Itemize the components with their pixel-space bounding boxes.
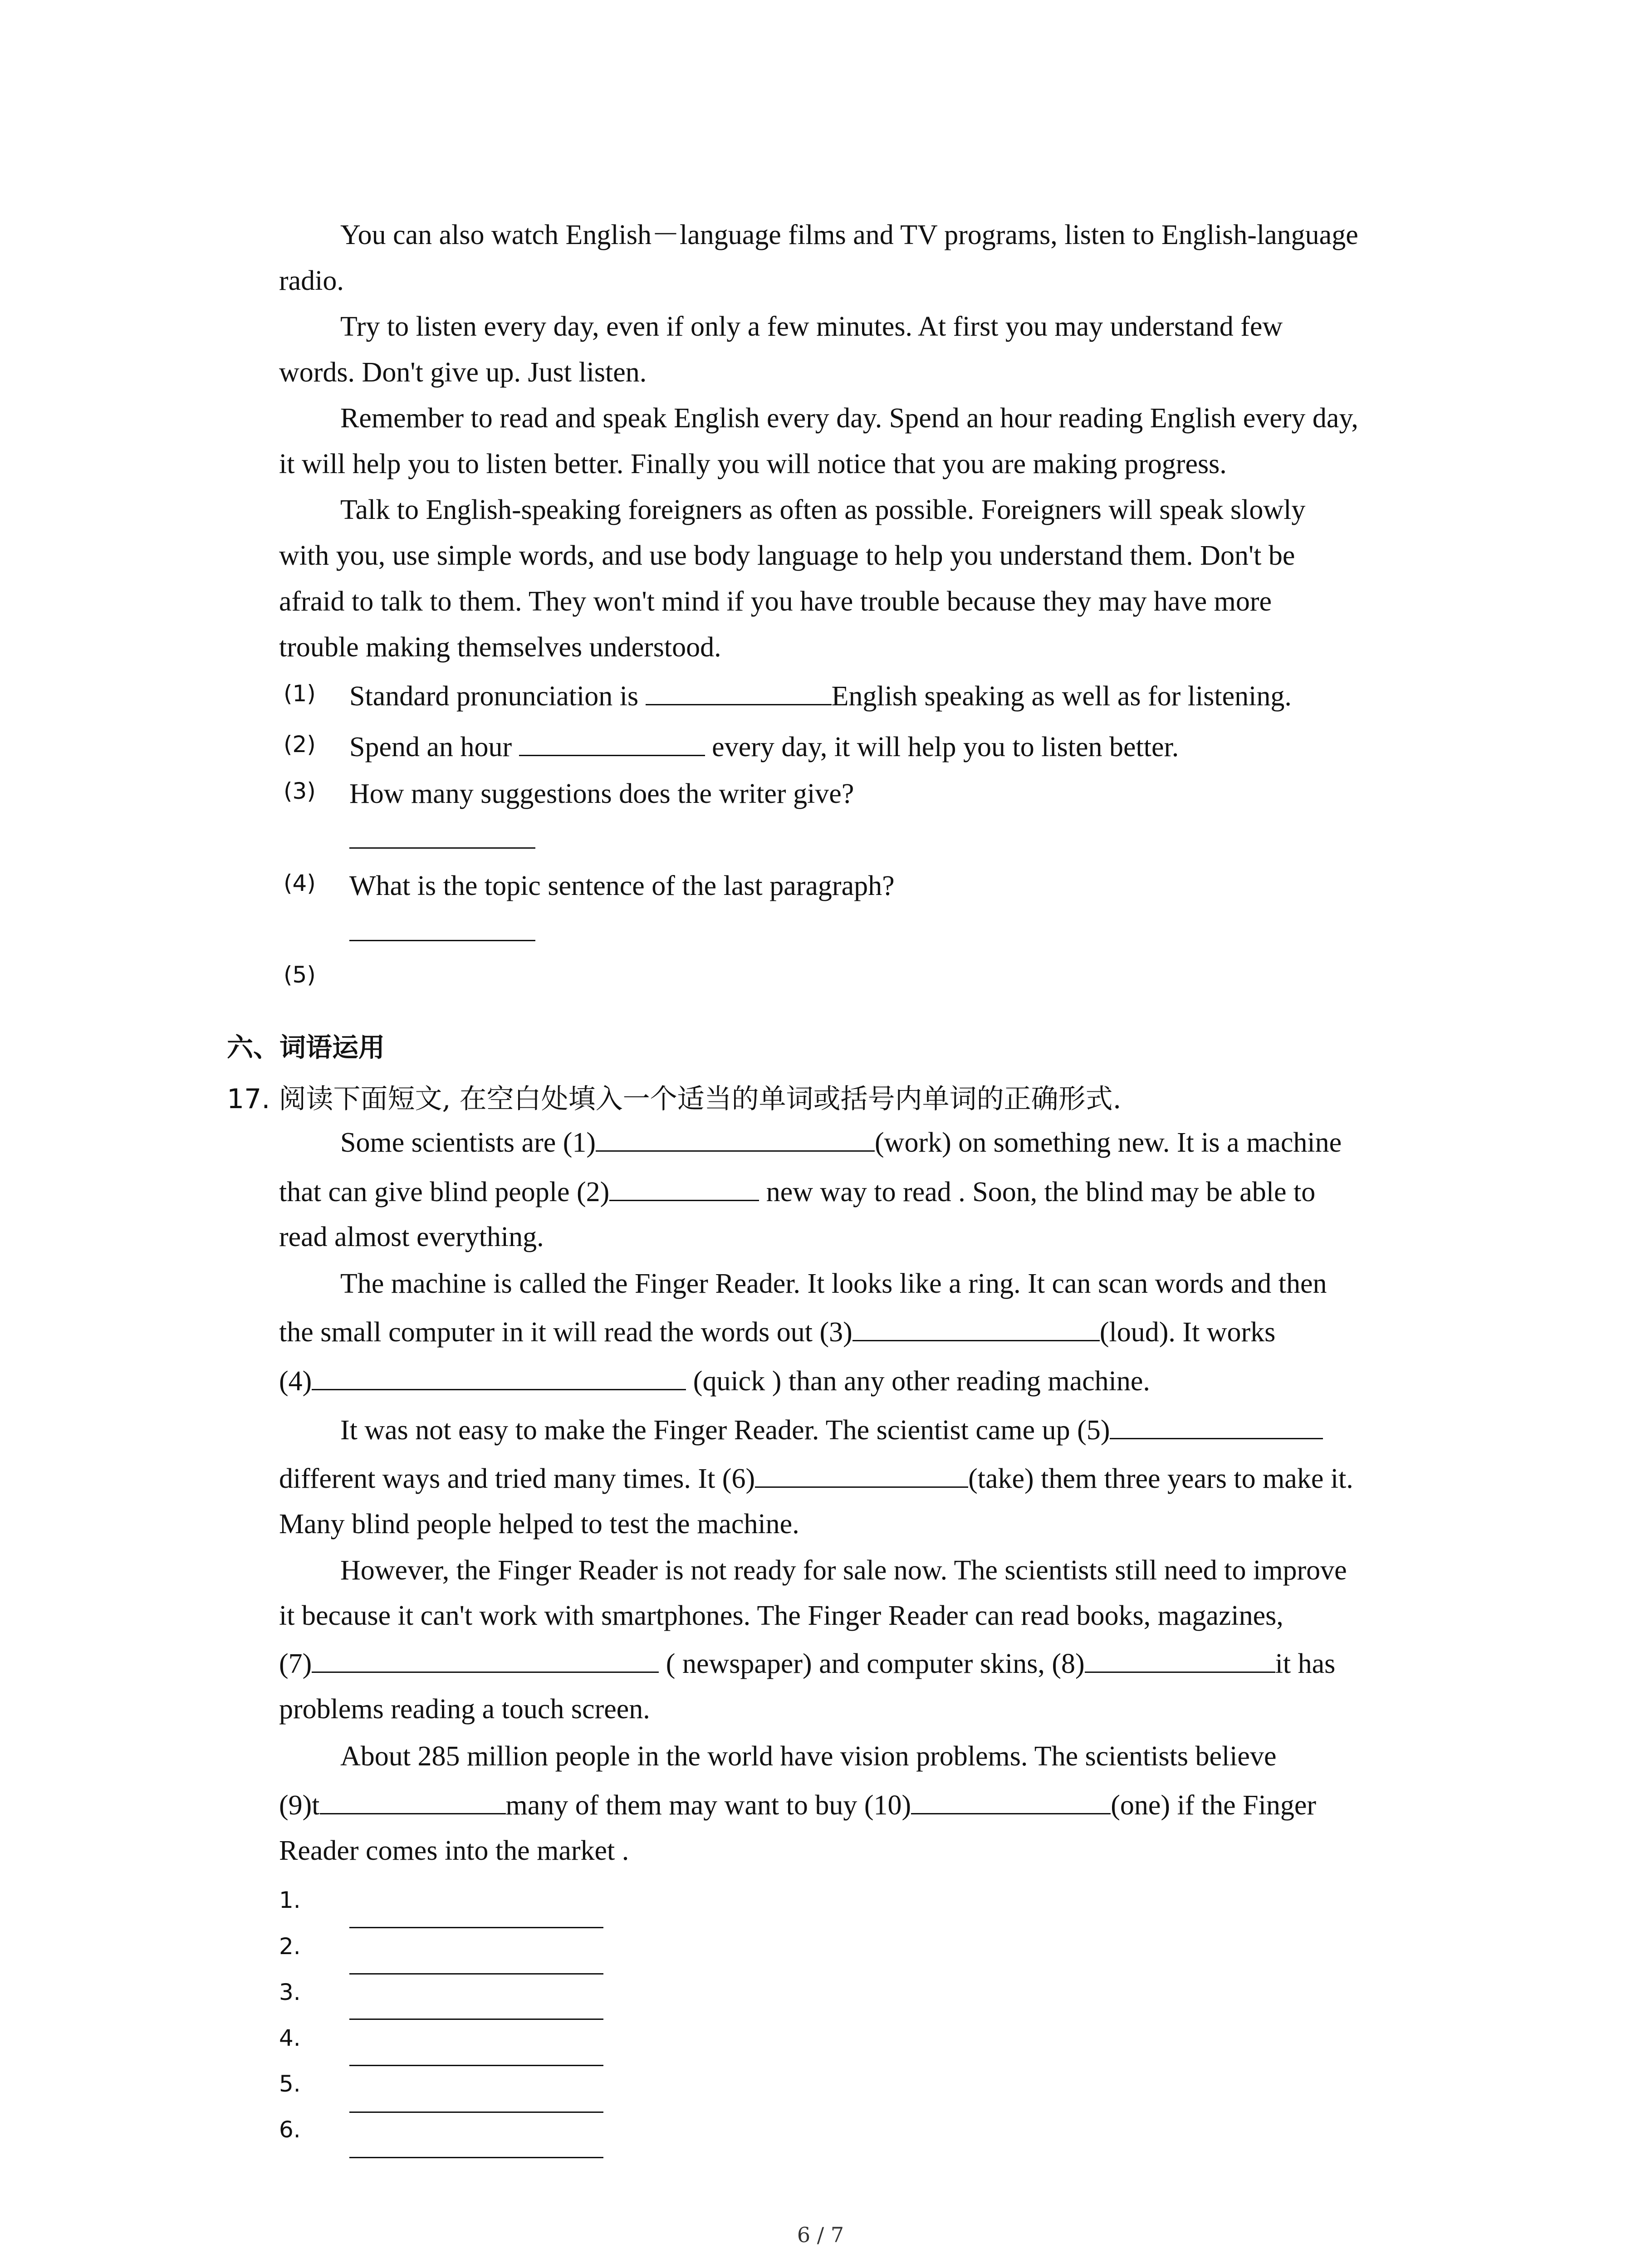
cloze-line: Many blind people helped to test the machine. xyxy=(279,1509,799,1540)
passage1-paragraph-1: You can also watch English－language films and TV programs, listen to English-language radio. xyxy=(279,220,1358,296)
answer-line-5[interactable] xyxy=(349,2112,603,2113)
answer-number: 5. xyxy=(279,2071,301,2097)
fill-blank[interactable] xyxy=(519,731,705,756)
answer-line-q4[interactable] xyxy=(349,940,535,941)
fill-blank[interactable] xyxy=(1110,1414,1323,1439)
cloze-line: However, the Finger Reader is not ready for sale now. The scientists still need to improve xyxy=(340,1555,1347,1586)
fill-blank[interactable] xyxy=(320,1789,506,1814)
question-number: (3) xyxy=(284,778,316,804)
question-2: Spend an hour every day, it will help you to listen better. xyxy=(349,732,1179,763)
fill-blank[interactable] xyxy=(312,1648,659,1673)
answer-number: 6. xyxy=(279,2116,301,2143)
answer-number: 4. xyxy=(279,2025,301,2051)
answer-line-4[interactable] xyxy=(349,2065,603,2066)
cloze-line: Some scientists are (1) (work) on something new. It is a machine xyxy=(340,1127,1342,1158)
fill-blank[interactable] xyxy=(1085,1648,1275,1673)
question-number: (4) xyxy=(284,870,316,896)
answer-number: 3. xyxy=(279,1979,301,2005)
cloze-line: It was not easy to make the Finger Reader. The scientist came up (5) xyxy=(340,1414,1323,1447)
passage1-paragraph-4: Talk to English-speaking foreigners as often as possible. Foreigners will speak slowly with you, use simple words, and use body language to help you understand them. Don't be afraid to talk to them. They won't mind if you have trouble because they may have more trouble making themselves understood. xyxy=(279,494,1306,663)
fill-blank[interactable] xyxy=(755,1463,968,1488)
cloze-line: that can give blind people (2) new way to read . Soon, the blind may be able to xyxy=(279,1177,1316,1207)
passage1-paragraph-2: Try to listen every day, even if only a few minutes. At first you may understand few words. Don't give up. Just listen. xyxy=(279,311,1283,388)
fill-blank[interactable] xyxy=(596,1127,875,1152)
fill-blank[interactable] xyxy=(646,680,832,705)
answer-line-6[interactable] xyxy=(349,2157,603,2158)
answer-line-q3[interactable] xyxy=(349,847,535,849)
cloze-line: the small computer in it will read the words out (3) (loud). It works xyxy=(279,1317,1276,1348)
cloze-line: (9)t many of them may want to buy (10) (one) if the Finger xyxy=(279,1790,1316,1821)
answer-line-3[interactable] xyxy=(349,2019,603,2020)
page-number: 6 / 7 xyxy=(797,2223,844,2247)
cloze-line: Reader comes into the market . xyxy=(279,1835,629,1866)
section-title: 六、词语运用 xyxy=(227,1032,385,1063)
question-number: (5) xyxy=(284,962,316,988)
fill-blank[interactable] xyxy=(609,1176,759,1201)
passage1-paragraph-3: Remember to read and speak English every day. Spend an hour reading English every day, it will help you to listen better. Finally you will notice that you are making progress. xyxy=(279,403,1358,479)
fill-blank[interactable] xyxy=(911,1789,1111,1814)
cloze-line: it because it can't work with smartphones. The Finger Reader can read books, magazines, xyxy=(279,1600,1283,1631)
cloze-line: different ways and tried many times. It (6) (take) them three years to make it. xyxy=(279,1463,1353,1494)
answer-number: 1. xyxy=(279,1887,301,1913)
cloze-line: problems reading a touch screen. xyxy=(279,1694,650,1725)
answer-line-1[interactable] xyxy=(349,1927,603,1928)
question-17-instruction: 17. 阅读下面短文, 在空白处填入一个适当的单词或括号内单词的正确形式. xyxy=(227,1083,1122,1115)
cloze-line: read almost everything. xyxy=(279,1222,544,1252)
fill-blank[interactable] xyxy=(852,1316,1100,1341)
cloze-line: About 285 million people in the world have vision problems. The scientists believe xyxy=(340,1741,1277,1772)
cloze-line: (4) (quick ) than any other reading machine. xyxy=(279,1366,1150,1397)
question-number: (2) xyxy=(284,731,316,758)
question-4: What is the topic sentence of the last paragraph? xyxy=(349,870,895,901)
question-1: Standard pronunciation is English speaking as well as for listening. xyxy=(349,681,1292,712)
question-number: (1) xyxy=(284,680,316,707)
answer-number: 2. xyxy=(279,1933,301,1960)
question-3: How many suggestions does the writer give? xyxy=(349,778,854,809)
answer-line-2[interactable] xyxy=(349,1973,603,1975)
fill-blank[interactable] xyxy=(312,1365,686,1390)
cloze-line: (7) ( newspaper) and computer skins, (8) it has xyxy=(279,1648,1336,1679)
cloze-line: The machine is called the Finger Reader. It looks like a ring. It can scan words and then xyxy=(340,1268,1327,1299)
